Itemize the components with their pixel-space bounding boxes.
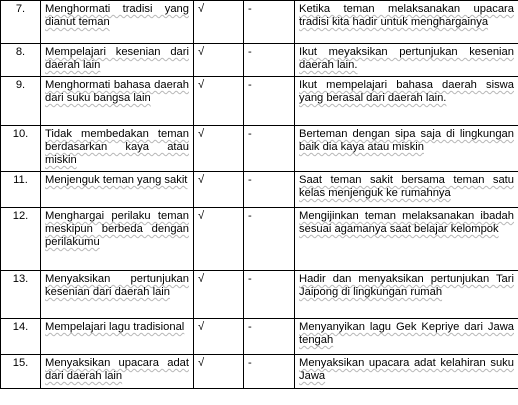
table-row (1, 126, 518, 172)
row-number: 9. (1, 77, 41, 126)
activity-cell (41, 1, 194, 44)
dash-mark: - (244, 172, 295, 208)
check-mark: √ (194, 44, 244, 77)
description-cell (295, 271, 518, 319)
row-number: 11. (1, 172, 41, 208)
description-cell (295, 77, 518, 126)
check-mark: √ (194, 208, 244, 271)
activity-text: Tidak membedakan teman berdasarkan kaya atau miskin (45, 128, 189, 166)
activity-cell (41, 126, 194, 172)
description-text: Ikut meyaksikan pertunjukan kesenian daerah lain. (299, 46, 514, 71)
row-number: 15. (1, 355, 41, 389)
activity-text: Menghormati bahasa daerah dari suku bangsa lain (45, 79, 189, 104)
table-row (1, 208, 518, 271)
check-mark: √ (194, 126, 244, 172)
table-row (1, 77, 518, 126)
table-row (1, 271, 518, 319)
activity-cell (41, 271, 194, 319)
table-row (1, 355, 518, 389)
description-text: Saat teman sakit bersama teman satu kelas menjenguk ke rumahnya (299, 174, 514, 199)
row-number: 7. (1, 1, 41, 44)
description-cell (295, 126, 518, 172)
dash-mark: - (244, 126, 295, 172)
dash-mark: - (244, 44, 295, 77)
description-text: Hadir dan menyaksikan pertunjukan Tari Jaipong di lingkungan rumah (299, 273, 514, 298)
description-cell (295, 172, 518, 208)
table-row (1, 172, 518, 208)
activity-cell (41, 44, 194, 77)
description-cell (295, 208, 518, 271)
row-number: 12. (1, 208, 41, 271)
check-mark: √ (194, 77, 244, 126)
check-mark: √ (194, 319, 244, 355)
dash-mark: - (244, 355, 295, 389)
dash-mark: - (244, 77, 295, 126)
description-text: Ketika teman melaksanakan upacara tradisi kita hadir untuk menghargainya (299, 3, 514, 28)
description-cell (295, 44, 518, 77)
table-row (1, 44, 518, 77)
row-number: 10. (1, 126, 41, 172)
check-mark: √ (194, 355, 244, 389)
description-text: Menyanyikan lagu Gek Kepriye dari Jawa tengah (299, 321, 514, 346)
activity-cell (41, 172, 194, 208)
activity-text: Menyaksikan upacara adat dari daerah lain (45, 357, 189, 382)
check-mark: √ (194, 172, 244, 208)
dash-mark: - (244, 271, 295, 319)
activity-text: Mempelajari kesenian dari daerah lain (45, 46, 189, 71)
activity-cell (41, 319, 194, 355)
dash-mark: - (244, 208, 295, 271)
row-number: 8. (1, 44, 41, 77)
check-mark: √ (194, 271, 244, 319)
activity-text: Mempelajari lagu tradisional (45, 321, 185, 333)
description-text: Ikut mempelajari bahasa daerah siswa yang berasal dari daerah lain. (299, 79, 514, 104)
dash-mark: - (244, 1, 295, 44)
description-text: Menyaksikan upacara adat kelahiran suku Jawa (299, 357, 514, 382)
table-row (1, 1, 518, 44)
activity-text: Menghargai perilaku teman meskipun berbeda dengan perilakumu (45, 210, 189, 248)
description-cell (295, 355, 518, 389)
check-mark: √ (194, 1, 244, 44)
activity-text: Menghormati tradisi yang dianut teman (45, 3, 189, 28)
description-cell (295, 319, 518, 355)
row-number: 14. (1, 319, 41, 355)
activity-cell (41, 355, 194, 389)
activity-text: Menyaksikan pertunjukan kesenian dari daerah lain (45, 273, 189, 298)
table-row (1, 319, 518, 355)
row-number: 13. (1, 271, 41, 319)
description-text: Berteman dengan sipa saja di lingkungan baik dia kaya atau miskin (299, 128, 514, 153)
dash-mark: - (244, 319, 295, 355)
activity-cell (41, 208, 194, 271)
description-text: Mengijinkan teman melaksanakan ibadah sesuai agamanya saat belajar kelompok (299, 210, 514, 235)
activity-text: Menjenguk teman yang sakit (45, 174, 188, 186)
description-cell (295, 1, 518, 44)
activity-cell (41, 77, 194, 126)
